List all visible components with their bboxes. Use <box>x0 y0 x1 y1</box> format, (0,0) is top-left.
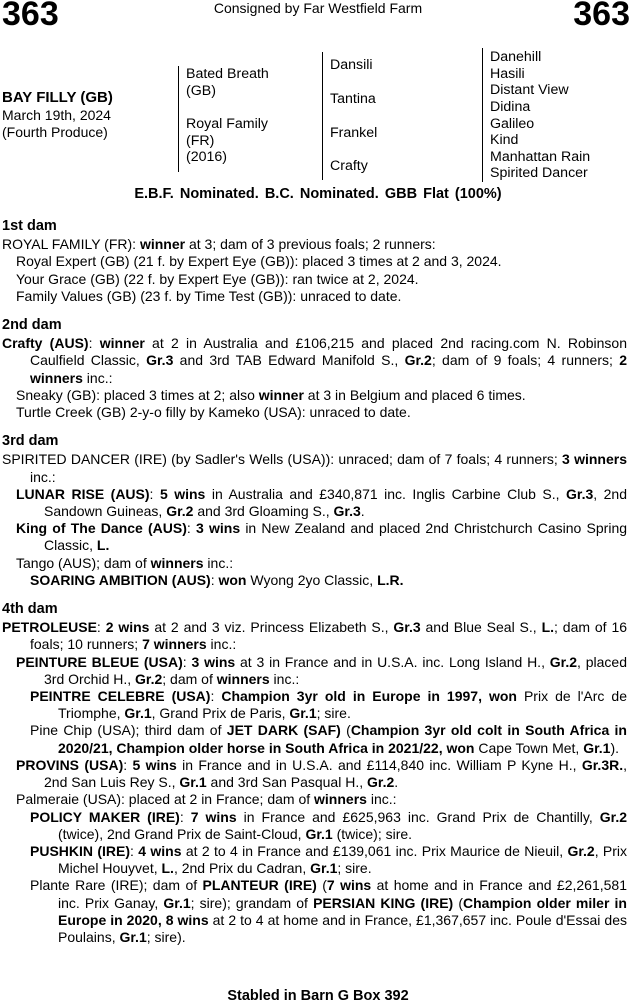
bold-text: Gr.1 <box>305 825 333 842</box>
text: , 2nd San Luis Rey S., <box>44 756 627 791</box>
stabling-footer: Stabled in Barn G Box 392 <box>227 988 409 1004</box>
text: Wyong 2yo Classic, <box>246 571 378 588</box>
text: : <box>182 653 192 670</box>
bold-text: Champion 3yr old in Europe in 1997, won <box>221 688 517 705</box>
dam-year: (2016) <box>186 149 228 166</box>
grandsire-4: Crafty <box>330 158 368 174</box>
bold-text: PETROLEUSE <box>2 619 97 636</box>
bold-text: 2 wins <box>105 619 150 636</box>
text: Sneaky (GB): placed 3 times at 2; also <box>16 386 259 403</box>
text: , Prix Michel Houyvet, <box>58 842 628 877</box>
bold-text: Gr.1 <box>583 739 611 756</box>
text: Plante Rare (IRE); dam of <box>30 877 203 894</box>
bold-text: 7 wins <box>326 877 372 894</box>
bold-text: Gr.1 <box>163 894 191 911</box>
horse-name: BAY FILLY (GB) <box>2 89 113 106</box>
text: inc.: <box>82 369 113 386</box>
bold-text: Crafty (AUS) <box>2 335 89 352</box>
produce-entry <box>2 791 627 808</box>
text: ; sire). <box>146 928 186 945</box>
produce-entry <box>2 688 627 722</box>
bold-text: 7 wins <box>190 808 237 825</box>
section-heading: 4th dam <box>2 601 58 618</box>
text: . <box>360 503 365 520</box>
grandsire-2: Tantina <box>330 91 376 107</box>
text: ; sire. <box>316 705 351 722</box>
bold-text: 3 wins <box>191 653 236 670</box>
text: : <box>179 808 191 825</box>
text: : <box>149 485 160 502</box>
dam <box>186 116 268 166</box>
bold-text: Gr.1 <box>124 705 152 722</box>
bold-text: Gr.1 <box>119 928 147 945</box>
produce-note: (Fourth Produce) <box>2 123 108 140</box>
dam-entry <box>2 236 627 253</box>
bold-text: Gr.3 <box>393 619 421 636</box>
text: ; dam of 9 foals; 4 runners; <box>431 352 620 369</box>
text: ; sire. <box>337 860 372 877</box>
greatgrand-5: Galileo <box>490 116 535 132</box>
produce-entry <box>2 722 627 756</box>
text: : <box>210 688 222 705</box>
bold-text: winner <box>258 386 304 403</box>
text: ROYAL FAMILY (FR): <box>2 236 140 253</box>
bold-text: Champion 3yr old colt in South Africa in 2020/21, Champion older horse in South Africa in 2021/22, won <box>58 722 627 756</box>
bold-text: L.R. <box>377 571 404 588</box>
pedigree-bracket-2 <box>322 52 323 180</box>
text: Family Values (GB) (23 f. by Time Test (GB)): unraced to date. <box>16 287 402 304</box>
bold-text: LUNAR RISE (AUS) <box>16 485 150 502</box>
text: and 3rd San Pasqual H., <box>206 774 367 791</box>
bold-text: King of The Dance (AUS) <box>16 520 187 537</box>
text: ( <box>453 894 464 911</box>
text: (twice), 2nd Grand Prix de Saint-Cloud, <box>58 825 306 842</box>
bold-text: Gr.2 <box>367 774 395 791</box>
bold-text: Gr.3 <box>566 485 594 502</box>
text: Palmeraie (USA): placed at 2 in France; dam of <box>16 791 315 808</box>
produce-entry <box>2 654 627 688</box>
produce-entry <box>2 288 627 305</box>
produce-entry <box>2 572 627 589</box>
dam-country: (FR) <box>186 132 215 149</box>
bold-text: 4 wins <box>138 842 182 859</box>
produce-entry <box>2 486 627 520</box>
text: : <box>96 619 106 636</box>
bold-text: Gr.3 <box>333 503 361 520</box>
produce-entry <box>2 520 627 554</box>
bold-text: Gr.1 <box>289 705 317 722</box>
bold-text: Gr.2 <box>166 503 194 520</box>
text: ). <box>610 739 619 756</box>
text: Turtle Creek (GB) 2-y-o filly by Kameko (USA): unraced to date. <box>16 404 411 421</box>
produce-entry <box>2 555 627 572</box>
bold-text: Gr.2 <box>135 670 163 687</box>
consignor: Consigned by Far Westfield Farm <box>213 0 423 16</box>
bold-text: POLICY MAKER (IRE) <box>30 808 180 825</box>
text: inc.: <box>269 670 300 687</box>
text: (twice); sire. <box>332 825 413 842</box>
text: : <box>123 756 133 773</box>
text: and 3rd Gloaming S., <box>193 503 334 520</box>
bold-text: JET DARK (SAF) <box>226 722 341 739</box>
produce-entry <box>2 877 627 946</box>
text: Prix de l'Arc de Triomphe, <box>58 688 627 722</box>
lot-number-right: 363 <box>573 0 630 33</box>
bold-text: PEINTRE CELEBRE (USA) <box>30 688 211 705</box>
text: inc.: <box>30 468 56 485</box>
greatgrand-2: Hasili <box>490 66 525 82</box>
text: : <box>210 571 219 588</box>
bold-text: Gr.3R. <box>581 756 624 773</box>
produce-entry <box>2 253 627 270</box>
text: ; dam of <box>162 670 217 687</box>
text: , 2nd Sandown Guineas, <box>44 485 628 520</box>
sire-name: Bated Breath <box>186 66 269 82</box>
pedigree-bracket-1 <box>178 66 179 172</box>
bold-text: winners <box>314 791 367 808</box>
bold-text: winner <box>139 236 186 253</box>
bold-text: 5 wins <box>159 485 206 502</box>
text: at 2 in Australia and £106,215 and placed 2nd racing.com N. Robinson Caulfield Classic, <box>30 335 627 369</box>
sire-country: (GB) <box>186 82 216 99</box>
bold-text: Gr.2 <box>599 808 628 825</box>
text: at 3 in Belgium and placed 6 times. <box>303 386 526 403</box>
text: in France and £625,963 inc. Grand Prix de Chantilly, <box>236 808 600 825</box>
text: and Blue Seal S., <box>420 619 542 636</box>
produce-entry <box>2 404 627 421</box>
bold-text: Gr.1 <box>310 860 338 877</box>
greatgrand-4: Didina <box>490 99 531 115</box>
dam-entry <box>2 451 627 485</box>
produce-entry <box>2 387 627 404</box>
bold-text: Gr.1 <box>179 774 207 791</box>
bold-text: PUSHKIN (IRE) <box>30 842 131 859</box>
text: at 3 in France and in U.S.A. inc. Long Island H., <box>235 653 550 670</box>
produce-entry <box>2 809 627 843</box>
bold-text: won <box>218 571 247 588</box>
text: ( <box>316 877 327 894</box>
produce-entry <box>2 271 627 288</box>
bold-text: winners <box>216 670 270 687</box>
bold-text: Champion older miler in Europe in 2020, 8 wins <box>58 894 627 928</box>
produce-entry <box>2 757 627 791</box>
bold-text: SOARING AMBITION (AUS) <box>30 571 211 588</box>
text: Your Grace (GB) (22 f. by Expert Eye (GB)): ran twice at 2, 2024. <box>16 270 419 287</box>
greatgrand-6: Kind <box>490 132 519 148</box>
bold-text: PLANTEUR (IRE) <box>202 877 317 894</box>
produce-entry <box>2 843 627 877</box>
text: Pine Chip (USA); third dam of <box>30 722 227 739</box>
greatgrand-1: Danehill <box>490 49 542 65</box>
text: ( <box>340 722 351 739</box>
bold-text: Gr.3 <box>146 352 174 369</box>
bold-text: 2 winners <box>30 352 627 386</box>
text: Cape Town Met, <box>474 739 584 756</box>
text: , placed 3rd Orchid H., <box>44 653 627 687</box>
text: inc.: <box>206 636 237 653</box>
bold-text: L. <box>96 537 110 554</box>
dam-entry <box>2 619 627 653</box>
bold-text: L. <box>161 860 174 877</box>
text: ; dam of 16 foals; 10 runners; <box>30 619 628 653</box>
text: . <box>394 774 399 791</box>
text: inc.: <box>203 554 234 571</box>
greatgrand-8: Spirited Dancer <box>490 165 588 181</box>
text: : <box>186 520 197 537</box>
text: at 2 to 4 at home and in France, £1,367,657 inc. Poule d'Essai des Poulains, <box>58 911 627 945</box>
text: in Australia and £340,871 inc. Inglis Carbine Club S., <box>205 485 567 502</box>
dam-name: Royal Family <box>186 116 268 132</box>
text: in France and in U.S.A. and £114,840 inc. William P Kyne H., <box>176 756 582 773</box>
text: Royal Expert (GB) (21 f. by Expert Eye (GB)): placed 3 times at 2 and 3, 2024. <box>16 253 502 270</box>
bold-text: PERSIAN KING (IRE) <box>313 894 454 911</box>
pedigree-bracket-3 <box>482 48 483 182</box>
text: : <box>130 842 139 859</box>
bold-text: 3 wins <box>196 520 241 537</box>
text: : <box>88 335 100 352</box>
bold-text: winner <box>99 335 145 352</box>
text: at 2 to 4 in France and £139,061 inc. Prix Maurice de Nieuil, <box>181 842 568 859</box>
grandsire-1: Dansili <box>330 57 373 73</box>
text: Tango (AUS); dam of <box>16 554 151 571</box>
text: , Grand Prix de Paris, <box>151 705 290 722</box>
text: at 3; dam of 3 previous foals; 2 runners: <box>185 236 436 253</box>
bold-text: 7 winners <box>142 636 207 653</box>
bold-text: PROVINS (USA) <box>16 756 124 773</box>
bold-text: Gr.2 <box>404 352 432 369</box>
greatgrand-3: Distant View <box>490 82 569 98</box>
lot-number-left: 363 <box>2 0 59 33</box>
foaling-date: March 19th, 2024 <box>2 106 111 123</box>
bold-text: PEINTURE BLEUE (USA) <box>16 653 183 670</box>
text: and 3rd TAB Edward Manifold S., <box>173 352 405 369</box>
section-heading: 3rd dam <box>2 433 59 450</box>
text: in New Zealand and placed 2nd Christchurch Casino Spring Classic, <box>44 520 628 554</box>
dam-entry <box>2 335 627 387</box>
text: at home and in France and £2,261,581 inc. Prix Ganay, <box>58 877 627 911</box>
text: ; sire); grandam of <box>190 894 314 911</box>
bold-text: 3 winners <box>562 451 627 468</box>
text: inc.: <box>366 791 397 808</box>
nominations: E.B.F. Nominated. B.C. Nominated. GBB Flat (100%) <box>134 186 502 202</box>
bold-text: L. <box>541 619 555 636</box>
greatgrand-7: Manhattan Rain <box>490 149 591 165</box>
text: at 2 and 3 viz. Princess Elizabeth S., <box>149 619 394 636</box>
bold-text: winners <box>150 554 204 571</box>
section-heading: 2nd dam <box>2 317 62 334</box>
catalogue-body <box>2 218 627 946</box>
text: SPIRITED DANCER (IRE) (by Sadler's Wells (USA)): unraced; dam of 7 foals; 4 runners; <box>2 451 563 468</box>
sire <box>186 66 269 99</box>
horse-info <box>2 90 113 140</box>
grandsire-3: Frankel <box>330 125 378 141</box>
text: , 2nd Prix du Cadran, <box>173 860 311 877</box>
bold-text: Gr.2 <box>549 653 578 670</box>
bold-text: Gr.2 <box>567 842 595 859</box>
section-heading: 1st dam <box>2 218 57 234</box>
bold-text: 5 wins <box>132 756 177 773</box>
